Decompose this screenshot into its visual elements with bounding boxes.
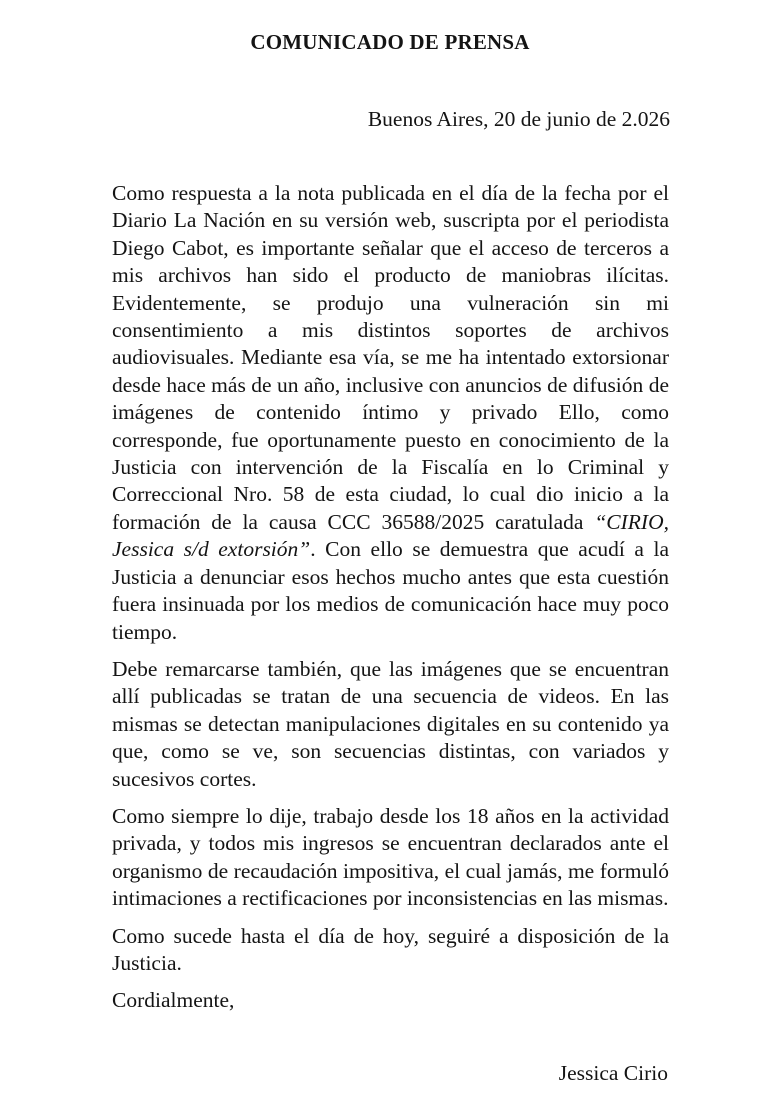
paragraph-response-text-end: . Con ello se demuestra que acudí a la Justicia a denunciar esos hechos mucho antes que esta cuestión fuera insinuada por los medios de comunicación hace muy poco tiempo.: [112, 537, 669, 644]
paragraph-income: Como siempre lo dije, trabajo desde los 18 años en la actividad privada, y todos mis ingresos se encuentran declarados ante el organismo de recaudación impositiva, el cual jamás, me formuló intimaciones a rectificaciones por inconsistencias en las mismas.: [112, 803, 669, 911]
paragraph-images: Debe remarcarse también, que las imágenes que se encuentran allí publicadas se tratan de una secuencia de videos. En las mismas se detectan manipulaciones digitales en su contenido ya que, como se ve, son secuencias distintas, con variados y sucesivos cortes.: [112, 656, 669, 791]
document-body: [112, 180, 669, 1015]
paragraph-response-text-start: Como respuesta a la nota publicada en el día de la fecha por el Diario La Nación en su versión web, suscripta por el periodista Diego Cabot, es importante señalar que el acceso de terceros a mis archivos han sido el producto de maniobras ilícitas. Evidentemente, se produjo una vulneración sin mi consentimiento a mis distintos soportes de archivos audiovisuales. Mediante esa vía, se me ha intentado extorsionar desde hace más de un año, inclusive con anuncios de difusión de imágenes de contenido íntimo y privado Ello, como corresponde, fue oportunamente puesto en conocimiento de la Justicia con intervención de la Fiscalía en lo Criminal y Correccional Nro. 58 de esta ciudad, lo cual dio inicio a la formación de la causa CCC 36588/2025 caratulada: [112, 181, 669, 534]
case-caption: “CIRIO, Jessica s/d extorsión”: [112, 509, 669, 562]
paragraph-response: [112, 180, 669, 646]
paragraph-disposition: Como sucede hasta el día de hoy, seguiré a disposición de la Justicia.: [112, 923, 669, 975]
document-title: COMUNICADO DE PRENSA: [250, 30, 530, 54]
signature-name: Jessica Cirio: [558, 1061, 668, 1085]
closing-salutation: Cordialmente,: [112, 988, 235, 1013]
date-line: Buenos Aires, 20 de junio de 2.026: [367, 107, 670, 131]
